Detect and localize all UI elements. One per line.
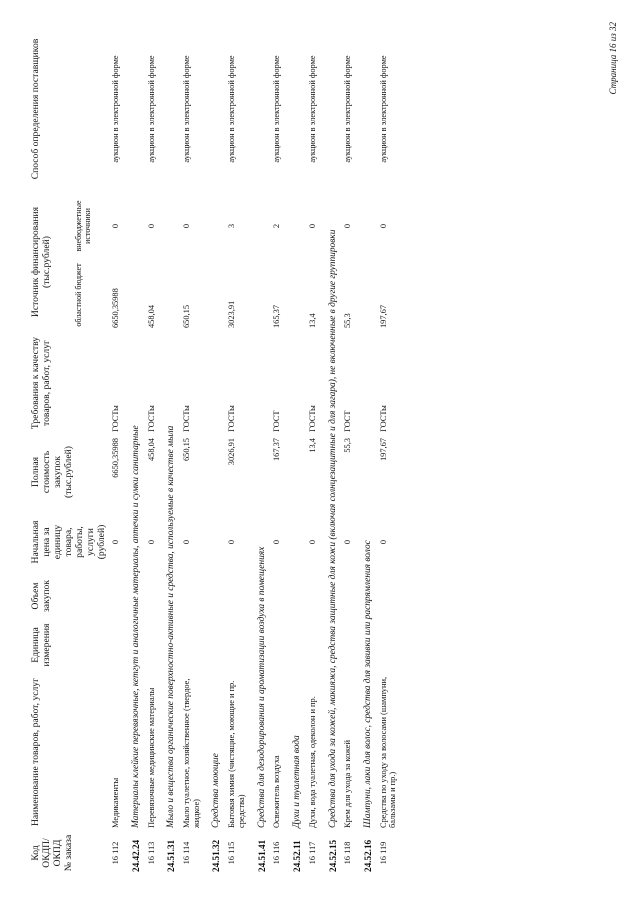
row-method: аукцион в электронной форме bbox=[272, 55, 282, 163]
row-fund-regional: 13,4 bbox=[307, 313, 317, 328]
row-total: 13,4 bbox=[307, 438, 317, 453]
group-row bbox=[286, 25, 306, 875]
row-unit bbox=[377, 617, 402, 673]
group-row bbox=[357, 25, 377, 875]
header-price: Начальная цена за единицу товара, работы, услуги (рублей) bbox=[30, 520, 108, 564]
row-volume bbox=[225, 575, 250, 617]
row-method: аукцион в электронной форме bbox=[111, 55, 121, 163]
row-code: 16 114 bbox=[182, 841, 192, 865]
row-price: 0 bbox=[111, 539, 121, 545]
group-row bbox=[251, 25, 271, 875]
row-requirements: ГОСТы bbox=[378, 405, 388, 432]
row-price: 0 bbox=[343, 539, 353, 545]
row-unit bbox=[180, 617, 205, 673]
group-code: 24.52.11 bbox=[292, 840, 303, 872]
row-name: Крем для ухода за кожей bbox=[343, 740, 353, 828]
row-method: аукцион в электронной форме bbox=[343, 55, 353, 163]
row-volume bbox=[145, 575, 161, 617]
page-number: Страница 16 из 32 bbox=[608, 22, 618, 95]
header-requirements: Требования к качеству товаров, работ, услуг bbox=[30, 336, 53, 430]
row-unit bbox=[341, 617, 357, 673]
row-volume bbox=[180, 575, 205, 617]
row-fund-regional: 55,3 bbox=[343, 313, 353, 328]
group-code: 24.52.15 bbox=[327, 839, 338, 872]
row-price: 0 bbox=[307, 539, 317, 545]
header-unit: Единица измерения bbox=[30, 623, 53, 667]
header-fund-extra: внебюджетные источники bbox=[73, 200, 92, 252]
procurement-table bbox=[28, 25, 402, 875]
row-fund-extra: 0 bbox=[182, 223, 192, 229]
table-body bbox=[109, 25, 402, 875]
row-total: 167,37 bbox=[272, 438, 282, 462]
row-total: 55,3 bbox=[343, 438, 353, 453]
group-name: Средства для дезодорирования и ароматизации воздуха в помещениях bbox=[256, 546, 267, 828]
header-volume: Объем закупок bbox=[30, 580, 53, 612]
group-row bbox=[205, 25, 225, 875]
header-funding: Источник финансирования (тыс.рублей) bbox=[30, 206, 53, 318]
row-code: 16 119 bbox=[378, 841, 388, 865]
row-name: Мыло туалетное, хозяйственное (твердое, жидкое) bbox=[182, 678, 201, 828]
row-fund-extra: 3 bbox=[227, 223, 237, 229]
row-fund-extra: 0 bbox=[111, 223, 121, 229]
row-code: 16 118 bbox=[343, 841, 353, 865]
table-row bbox=[225, 25, 250, 875]
row-volume bbox=[306, 575, 322, 617]
row-unit bbox=[145, 617, 161, 673]
row-code: 16 113 bbox=[146, 841, 156, 865]
row-price: 0 bbox=[272, 539, 282, 545]
row-unit bbox=[109, 617, 125, 673]
row-code: 16 112 bbox=[111, 841, 121, 865]
row-volume bbox=[341, 575, 357, 617]
row-method: аукцион в электронной форме bbox=[227, 55, 237, 163]
header-fund-regional: областной бюджет bbox=[73, 263, 83, 327]
row-requirements: ГОСТ bbox=[343, 410, 353, 432]
table-row bbox=[180, 25, 205, 875]
row-fund-extra: 2 bbox=[272, 223, 282, 229]
row-total: 197,67 bbox=[378, 438, 388, 462]
group-name: Шампуни, лаки для волос, средства для завивки или распрямления волос bbox=[363, 540, 373, 828]
row-volume bbox=[109, 575, 125, 617]
row-code: 16 115 bbox=[227, 841, 237, 865]
row-requirements: ГОСТы bbox=[111, 405, 121, 432]
table-row bbox=[109, 25, 125, 875]
row-requirements: ГОСТы bbox=[182, 405, 192, 432]
group-name: Материалы клейкие перевязочные, кетгут и аналогичные материалы, аптечки и сумки санитарные bbox=[130, 425, 141, 828]
group-name: Средства моющие bbox=[211, 753, 222, 828]
row-fund-regional: 165,37 bbox=[272, 304, 282, 328]
group-name: Средства для ухода за кожей, макияжа, средства защитные для кожи (включая солнцезащитные и для загара), не включенные в другие группировки bbox=[327, 229, 338, 828]
row-fund-regional: 6650,35988 bbox=[111, 288, 121, 328]
row-price: 0 bbox=[227, 539, 237, 545]
header-name: Наименование товаров, работ, услуг bbox=[30, 677, 41, 827]
row-total: 6650,35988 bbox=[111, 438, 121, 478]
row-fund-extra: 0 bbox=[307, 223, 317, 229]
row-requirements: ГОСТ bbox=[272, 410, 282, 432]
row-name: Духи, вода туалетная, одеколон и пр. bbox=[307, 696, 317, 828]
row-unit bbox=[306, 617, 322, 673]
table-row bbox=[306, 25, 322, 875]
group-row bbox=[322, 25, 342, 875]
group-name: Мыло и вещества органические поверхностно-активные и средства, используемые в качестве мыла bbox=[166, 425, 177, 828]
row-method: аукцион в электронной форме bbox=[307, 55, 317, 163]
row-total: 458,04 bbox=[146, 438, 156, 462]
row-name: Медикаменты bbox=[111, 777, 121, 828]
group-name: Духи и туалетная вода bbox=[292, 735, 303, 828]
group-code: 24.42.24 bbox=[130, 839, 141, 872]
group-code: 24.51.32 bbox=[211, 839, 222, 872]
table-header-row bbox=[28, 25, 72, 875]
header-total: Полная стоимость закупок (тыс.рублей) bbox=[30, 446, 75, 498]
group-code: 24.51.31 bbox=[166, 839, 177, 872]
row-fund-extra: 0 bbox=[378, 223, 388, 229]
row-fund-extra: 0 bbox=[343, 223, 353, 229]
row-name: Бытовая химия (чистящие, моющие и пр. средства) bbox=[227, 680, 246, 828]
row-code: 16 116 bbox=[272, 841, 282, 865]
row-price: 0 bbox=[378, 539, 388, 545]
row-price: 0 bbox=[182, 539, 192, 545]
table-row bbox=[270, 25, 286, 875]
row-total: 3026,91 bbox=[227, 438, 237, 466]
row-volume bbox=[270, 575, 286, 617]
group-row bbox=[160, 25, 180, 875]
header-method: Способ определения поставщиков bbox=[30, 38, 41, 180]
row-name: Освежитель воздуха bbox=[272, 755, 282, 828]
row-fund-regional: 3023,91 bbox=[227, 300, 237, 328]
row-unit bbox=[270, 617, 286, 673]
row-code: 16 117 bbox=[307, 841, 317, 865]
group-row bbox=[125, 25, 145, 875]
row-volume bbox=[377, 575, 402, 617]
row-method: аукцион в электронной форме bbox=[146, 55, 156, 163]
table-row bbox=[145, 25, 161, 875]
row-name: Перевязочные медицинские материалы bbox=[146, 687, 156, 828]
row-method: аукцион в электронной форме bbox=[378, 55, 388, 163]
row-method: аукцион в электронной форме bbox=[182, 55, 192, 163]
row-total: 650,15 bbox=[182, 438, 192, 462]
row-price: 0 bbox=[146, 539, 156, 545]
table-row bbox=[341, 25, 357, 875]
row-unit bbox=[225, 617, 250, 673]
table-row bbox=[377, 25, 402, 875]
row-fund-regional: 197,67 bbox=[378, 304, 388, 328]
row-name: Средства по уходу за волосами (шампуни, бальзамы и пр.) bbox=[378, 676, 398, 828]
row-requirements: ГОСТы bbox=[227, 405, 237, 432]
row-fund-regional: 458,04 bbox=[146, 304, 156, 328]
header-code: Код ОКДП/ ОКПД № заказа bbox=[30, 834, 75, 872]
row-requirements: ГОСТы bbox=[307, 405, 317, 432]
group-code: 24.52.16 bbox=[363, 839, 373, 872]
group-code: 24.51.41 bbox=[256, 839, 267, 872]
row-fund-regional: 650,15 bbox=[182, 304, 192, 328]
row-requirements: ГОСТы bbox=[146, 405, 156, 432]
row-fund-extra: 0 bbox=[146, 223, 156, 229]
